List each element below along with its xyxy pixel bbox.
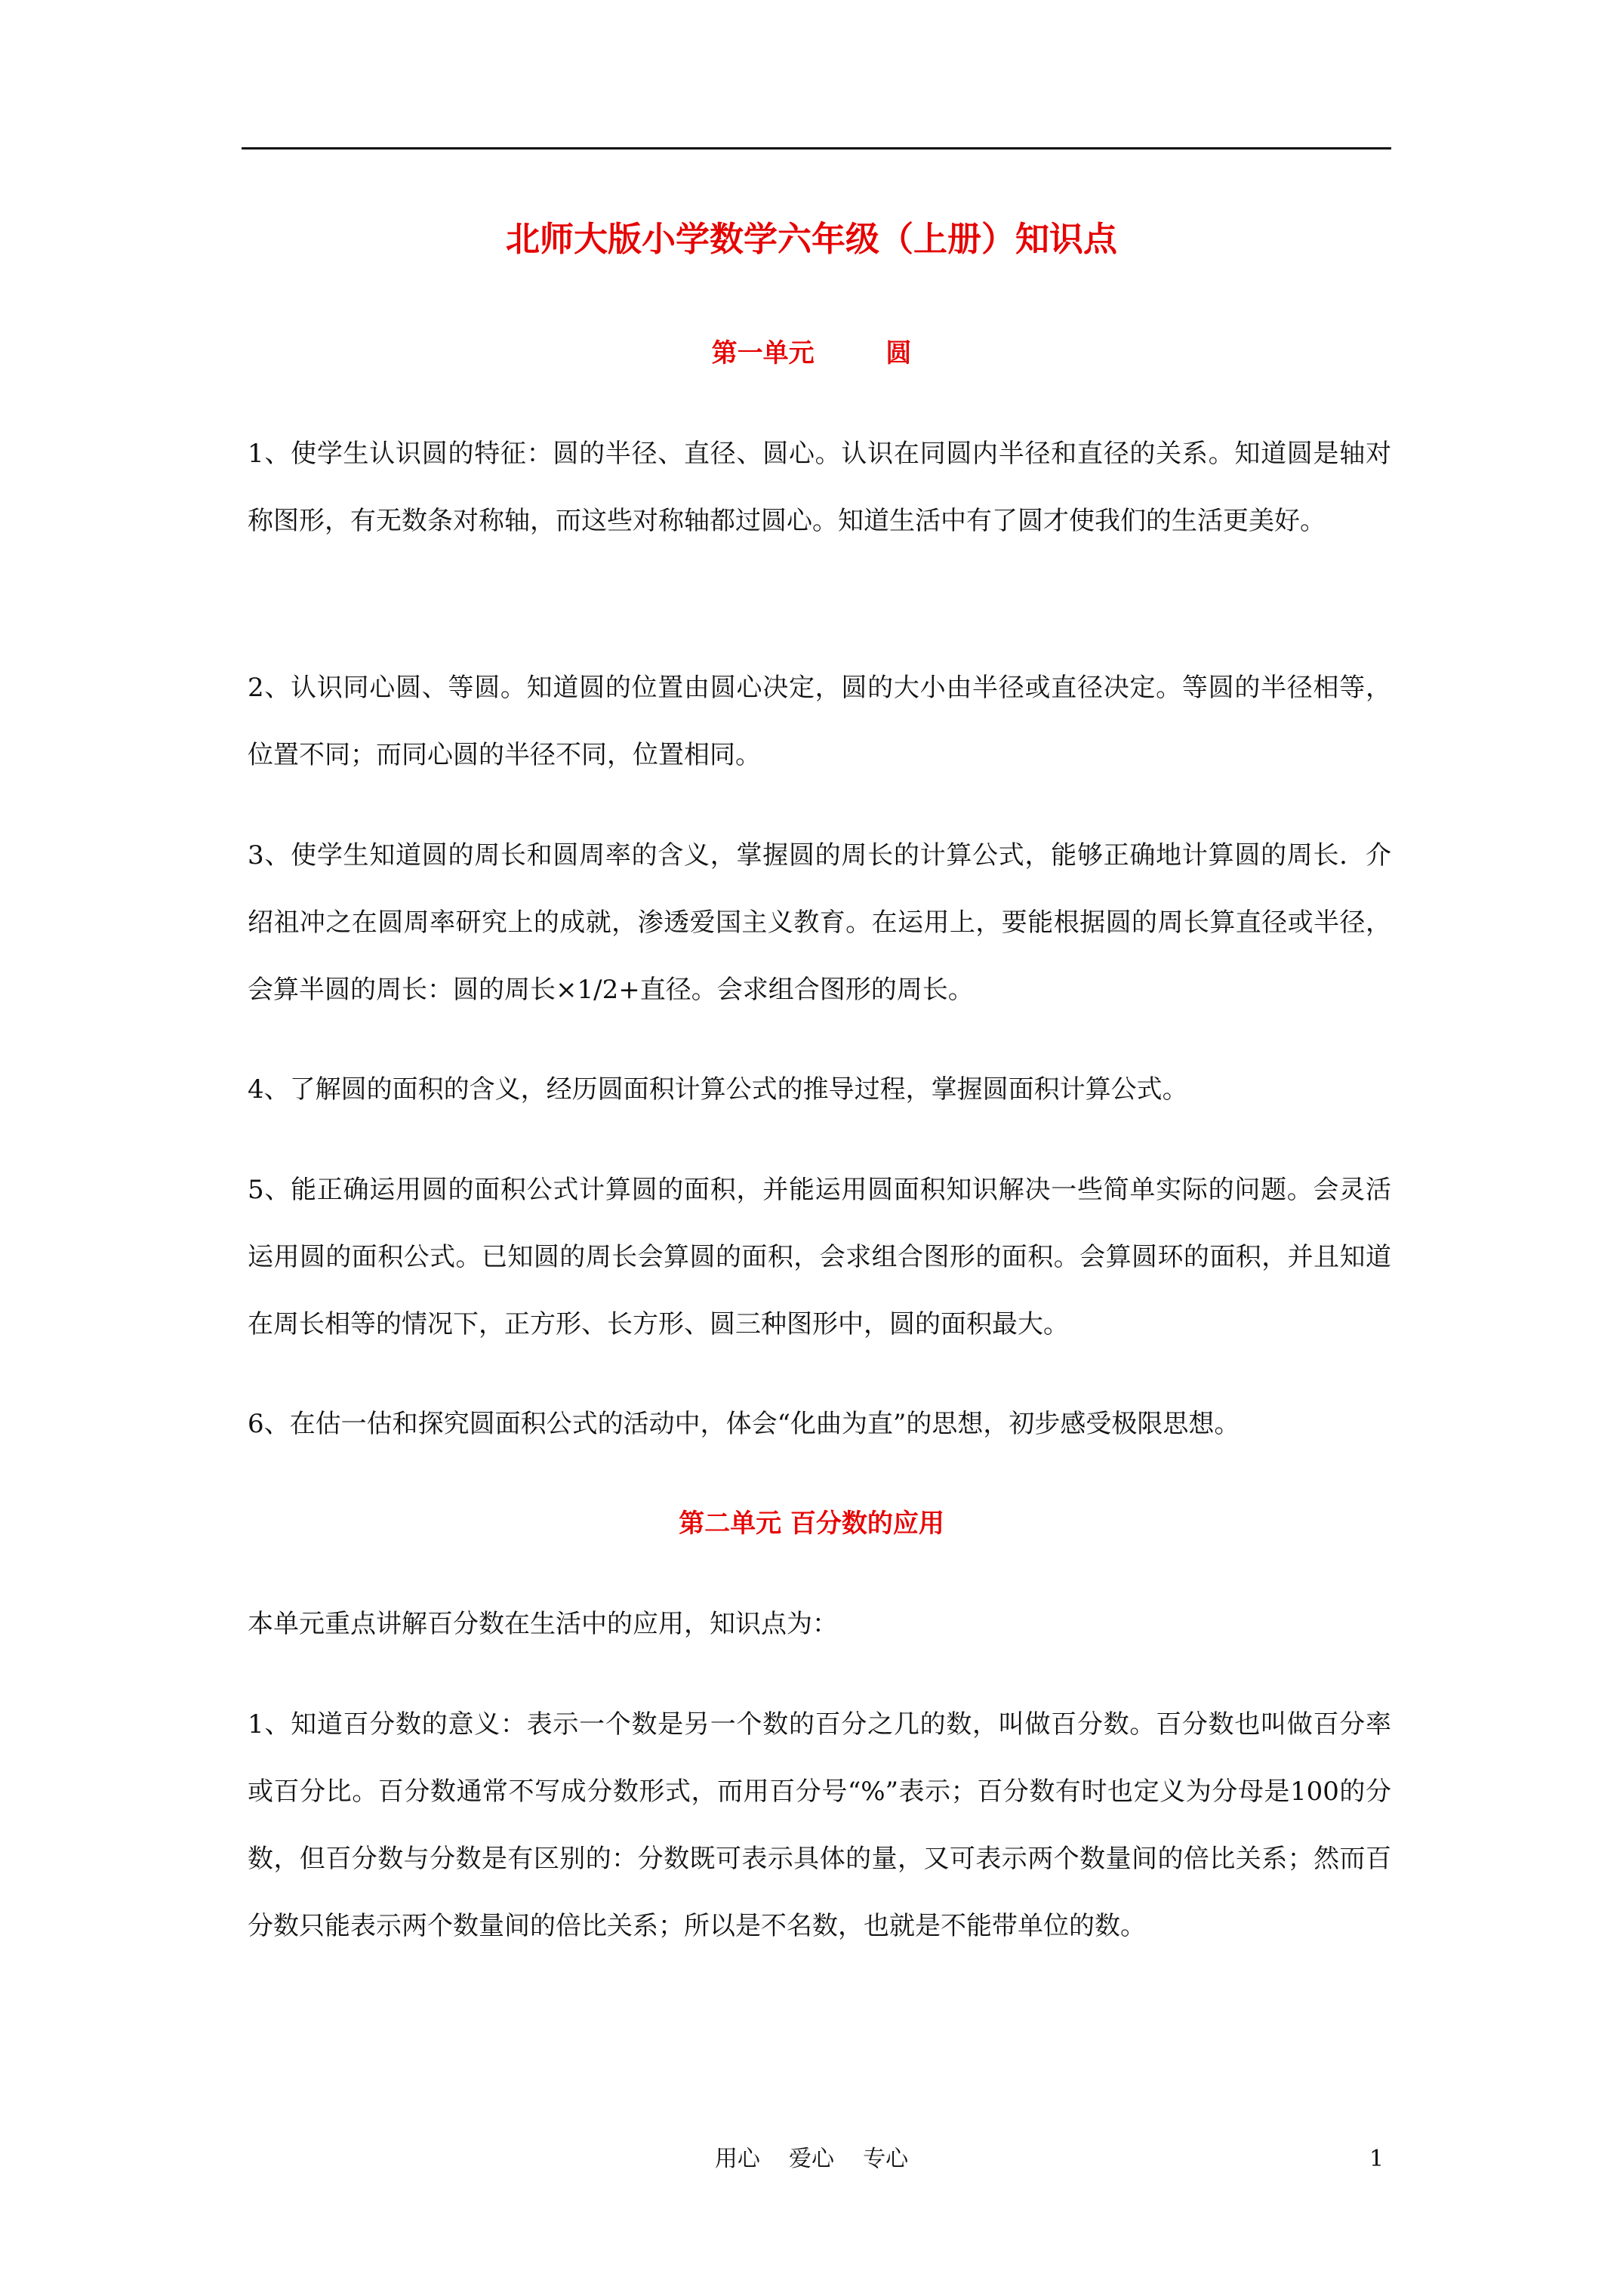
page-number: 1 — [1369, 2146, 1384, 2172]
footer-motto: 用心 爱心 专心 — [714, 2146, 909, 2172]
unit-2-intro: 本单元重点讲解百分数在生活中的应用，知识点为： — [248, 1609, 838, 1639]
unit-1-heading: 第一单元 圆 — [711, 338, 912, 368]
unit-1-paragraph-4: 4、了解圆的面积的含义，经历圆面积计算公式的推导过程，掌握圆面积计算公式。 — [248, 1074, 1188, 1105]
document-title: 北师大版小学数学六年级（上册）知识点 — [505, 219, 1117, 259]
unit-2-heading: 第二单元 百分数的应用 — [679, 1509, 944, 1539]
unit-1-paragraph-6: 6、在估一估和探究圆面积公式的活动中，体会“化曲为直”的思想，初步感受极限思想。 — [248, 1409, 1240, 1439]
unit-1-paragraph-2: 2、认识同心圆、等圆。知道圆的位置由圆心决定，圆的大小由半径或直径决定。等圆的半径相等，位置不同；而同心圆的半径不同，位置相同。 — [248, 673, 1391, 770]
header-rule — [242, 147, 1391, 149]
unit-1-paragraph-3: 3、使学生知道圆的周长和圆周率的含义，掌握圆的周长的计算公式，能够正确地计算圆的周长．介绍祖冲之在圆周率研究上的成就，渗透爱国主义教育。在运用上，要能根据圆的周长算直径或半径，会算半圆的周长：圆的周长×1/2+直径。会求组合图形的周长。 — [248, 840, 1391, 1005]
unit-1-paragraph-5: 5、能正确运用圆的面积公式计算圆的面积，并能运用圆面积知识解决一些简单实际的问题。会灵活运用圆的面积公式。已知圆的周长会算圆的面积，会求组合图形的面积。会算圆环的面积，并且知道在周长相等的情况下，正方形、长方形、圆三种图形中，圆的面积最大。 — [248, 1175, 1391, 1339]
unit-2-paragraph-1: 1、知道百分数的意义：表示一个数是另一个数的百分之几的数，叫做百分数。百分数也叫做百分率或百分比。百分数通常不写成分数形式，而用百分号“%”表示；百分数有时也定义为分母是100的分数，但百分数与分数是有区别的：分数既可表示具体的量，又可表示两个数量间的倍比关系；然而百分数只能表示两个数量间的倍比关系；所以是不名数，也就是不能带单位的数。 — [248, 1709, 1391, 1941]
unit-1-paragraph-1: 1、使学生认识圆的特征：圆的半径、直径、圆心。认识在同圆内半径和直径的关系。知道圆是轴对称图形，有无数条对称轴，而这些对称轴都过圆心。知道生活中有了圆才使我们的生活更美好。 — [248, 439, 1391, 536]
